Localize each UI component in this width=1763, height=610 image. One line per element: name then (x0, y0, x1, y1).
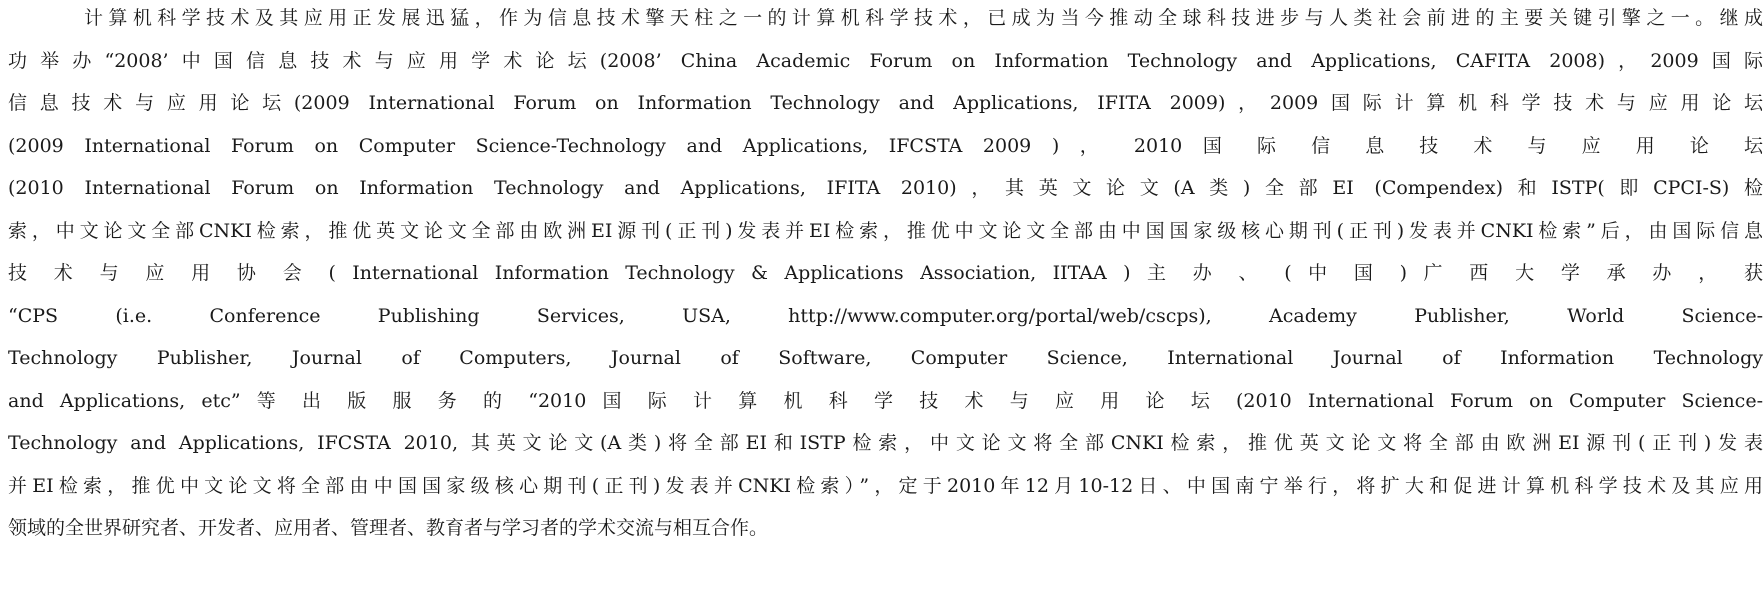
paragraph-line-9: Technology Publisher, Journal of Computers, Journal of Software, Computer Science, International Journal of Information Technology (8, 347, 1763, 369)
paragraph-line-1: 计算机科学技术及其应用正发展迅猛，作为信息技术擎天柱之一的计算机科学技术，已成为当今推动全球科技进步与人类社会前进的主要关键引擎之一。继成 (84, 7, 1763, 29)
document-page (8, 0, 1763, 610)
paragraph-line-13: 领域的全世界研究者、开发者、应用者、管理者、教育者与学习者的学术交流与相互合作。 (8, 517, 769, 539)
paragraph-line-4: (2009 International Forum on Computer Science-Technology and Applications, IFCSTA 2009 ) ， 2010 国 际 信 息 技 术 与 应 用 论 坛 (8, 134, 1763, 157)
paragraph-line-5: (2010 International Forum on Information Technology and Applications, IFITA 2010)，其英文论文(A类)全部EI (Compendex)和ISTP(即CPCI-S)检 (8, 177, 1763, 199)
paragraph-line-6: 索，中文论文全部CNKI检索，推优英文论文全部由欧洲EI源刊(正刊)发表并EI检索，推优中文论文全部由中国国家级核心期刊(正刊)发表并CNKI检索”后，由国际信息 (8, 219, 1763, 242)
paragraph-line-10: and Applications, etc” 等 出 版 服 务 的 “2010 国 际 计 算 机 科 学 技 术 与 应 用 论 坛 (2010 International Forum on Computer Science- (8, 389, 1763, 412)
paragraph-line-11: Technology and Applications, IFCSTA 2010, 其英文论文(A类)将全部EI和ISTP检索，中文论文将全部CNKI检索，推优英文论文将全部由欧洲EI源刊(正刊)发表 (8, 432, 1763, 454)
paragraph-line-7: 技 术 与 应 用 协 会 ( International Information Technology & Applications Association, IITAA ) 主 办 、 ( 中 国 ) 广 西 大 学 承 办 ， 获 (8, 262, 1763, 284)
paragraph-line-12: 并EI检索，推优中文论文将全部由中国国家级核心期刊(正刊)发表并CNKI检索）”，定于2010年12月10-12日、中国南宁举行，将扩大和促进计算机科学技术及其应用 (8, 474, 1763, 497)
paragraph-line-3: 信息技术与应用论坛(2009 International Forum on Information Technology and Applications, IFITA 2009)，2009国际计算机科学技术与应用论坛 (8, 92, 1763, 114)
paragraph-line-2: 功举办“2008’中国信息技术与应用学术论坛(2008’ China Academic Forum on Information Technology and Applications, CAFITA 2008)，2009国际 (8, 49, 1763, 72)
paragraph-line-8: “CPS (i.e. Conference Publishing Services, USA, http://www.computer.org/portal/web/cscps), Academy Publisher, World Science- (8, 304, 1763, 327)
